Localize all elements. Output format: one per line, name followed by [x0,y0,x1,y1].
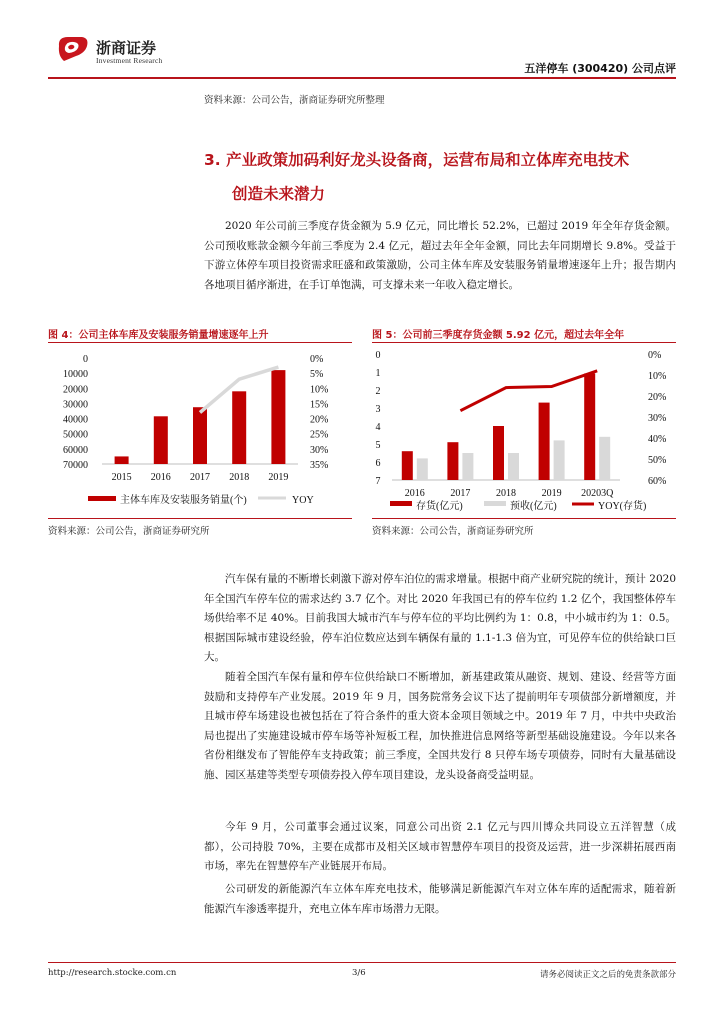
figure5-bar-prepaid [599,437,610,480]
footer-disclaimer: 请务必阅读正文之后的免责条款部分 [539,970,676,980]
figure4-left-tick: 0 [83,354,88,365]
figure4-left-tick: 60000 [63,444,88,456]
figure5-bar-prepaid [417,458,428,480]
logo [56,34,90,64]
figure5-left-tick: 1 [375,368,381,379]
figure4-chart [48,346,352,518]
paragraph-inventory: 2020 年公司前三季度存货金额为 5.9 亿元，同比增长 52.2%，已超过 2019 年全年存货金额。公司预收账款金额今年前三季度为 2.4 亿元，超过去年全年金额，同比去年同期增长 9.8%。受益于下游立体停车项目投资需求旺盛和政策激励，公司主体车库及安装服务销量增速逐年上升；报告期内各地项目循序渐进，在手订单饱满，可支撑未来一年收入稳定增长。 [204,220,676,291]
figure5-right-tick: 0% [648,350,662,361]
figure4-title-rule [48,342,352,343]
figure4-right-tick: 25% [310,429,329,441]
figure5-x-label: 2018 [496,488,516,499]
figure5-left-tick: 7 [375,476,381,487]
figure5-right-tick: 10% [648,371,667,382]
figure4-title: 图 4：公司主体车库及安装服务销量增速逐年上升 [48,330,269,341]
figure4-x-label: 2017 [190,472,210,483]
figure5-bar-prepaid [554,440,565,480]
figure5-left-tick: 6 [375,458,381,469]
figure4-right-tick: 10% [310,384,329,396]
report-title: 五洋停车 (300420) 公司点评 [524,62,676,75]
figure5-bar-inventory [447,442,458,480]
figure4-right-tick: 30% [310,444,329,456]
figure4-left-tick: 20000 [63,384,88,396]
figure4-legend-bar-swatch [88,496,116,501]
figure4-right-tick: 0% [310,354,324,365]
figure4-bar [193,407,207,464]
page-number: 3/6 [352,968,366,978]
figure4-bar [154,416,168,464]
figure5-bar-inventory [584,373,595,480]
figure4-x-label: 2015 [111,472,132,483]
figure4-right-tick: 20% [310,414,329,426]
figure5-right-tick: 30% [648,413,667,424]
paragraph-charging: 公司研发的新能源汽车立体车库充电技术，能够满足新能源汽车对立体车库的适配需求，随着新能源汽车渗透率提升，充电立体车库市场潜力无限。 [204,883,676,915]
figure5-yoy-line [460,371,597,411]
figure5-bar-inventory [402,451,413,480]
figure4-right-tick: 5% [310,369,324,381]
header-divider [48,77,676,79]
figure5-x-label: 2016 [404,488,425,499]
figure4-left-tick: 30000 [63,399,88,411]
figure4-x-label: 2018 [229,472,250,483]
figure5-bar-prepaid [508,453,519,480]
figure5-left-tick: 5 [375,440,381,451]
figure5-right-tick: 20% [648,392,667,403]
section-title-line2: 创造未来潜力 [232,185,326,203]
figure5-legend-yoy-label: YOY(存货) [598,501,647,512]
figure5-left-tick: 2 [375,386,381,397]
figure5-bar-inventory [493,426,504,480]
figure4-legend-bar-label: 主体车库及安装服务销量(个) [120,495,247,506]
figure4-right-tick: 15% [310,399,329,411]
figure4-source: 资料来源：公司公告，浙商证券研究所 [48,526,210,537]
figure4-left-tick: 70000 [63,460,88,471]
figure5-bar-inventory [539,403,550,480]
logo-mark-icon [56,34,90,64]
figure4-right-tick: 35% [310,460,329,471]
logo-subtitle: Investment Research [96,56,163,65]
paragraph-parking-gap: 汽车保有量的不断增长刺激下游对停车泊位的需求增量。根据中商产业研究院的统计，预计 2020 年全国汽车停车位的需求达约 3.7 亿个。对比 2020 年我国已有的停车位约 1.2 亿个，我国整体停车场供给率不足 40%。目前我国大城市汽车与停车位的平均比例约为 1：0.8，中小城市约为 1：0.5。根据国际城市建设经验，停车泊位数应达到车辆保有量的 1.1-1.3 倍为宜，可见停车位的供给缺口巨大。 [204,573,676,663]
figure4-x-label: 2019 [268,472,289,483]
footer-divider [48,962,676,963]
figure4-x-label: 2016 [150,472,171,483]
figure4-legend-line-label: YOY [292,495,314,506]
figure5-bottom-rule [372,518,676,519]
figure5-right-tick: 60% [648,476,667,487]
section-title-line1: 3. 产业政策加码利好龙头设备商，运营布局和立体库充电技术 [204,151,630,169]
figure5-legend-inv-label: 存货(亿元) [416,501,463,512]
figure5-x-label: 2019 [541,488,562,499]
figure5-x-label: 20203Q [581,488,614,499]
figure5-legend-inv-swatch [390,501,412,506]
figure5-source: 资料来源：公司公告，浙商证券研究所 [372,526,534,537]
top-source-note: 资料来源：公司公告，浙商证券研究所整理 [204,95,385,106]
figure5-title-rule [372,342,676,343]
figure5-left-tick: 0 [375,350,381,361]
figure5-right-tick: 50% [648,455,667,466]
figure5-left-tick: 3 [375,404,381,415]
figure4-bar [271,370,285,464]
paragraph-policy: 随着全国汽车保有量和停车位供给缺口不断增加，新基建政策从融资、规划、建设、经营等方面鼓励和支持停车产业发展。2019 年 9 月，国务院常务会议下达了提前明年专项债部分新增额度，并且城市停车场建设也被包括在了符合条件的重大资本金项目领域之中。2019 年 7 月，中共中央政治局也提出了实施建设城市停车场等补短板工程，加快推进信息网络等新型基础设施建设。今年以来各省份相继发布了智能停车支持政策；前三季度，全国共发行 8 只停车场专项债券，同时有大量基础设施、园区基建等类型专项债券投入停车项目建设，龙头设备商受益明显。 [204,671,676,781]
figure4-bar [115,456,129,464]
figure5-title: 图 5：公司前三季度存货金额 5.92 亿元，超过去年全年 [372,330,625,341]
footer-url[interactable]: http://research.stocke.com.cn [48,968,177,978]
figure5-right-tick: 40% [648,434,667,445]
figure5-bar-prepaid [462,453,473,480]
figure5-legend-pre-label: 预收(亿元) [510,501,557,512]
figure4-left-tick: 50000 [63,429,88,441]
figure5-chart [372,346,676,518]
figure4-left-tick: 10000 [63,369,88,381]
figure4-left-tick: 40000 [63,414,88,426]
figure4-bar [232,391,246,464]
paragraph-chengdu: 今年 9 月，公司董事会通过议案，同意公司出资 2.1 亿元与四川博众共同设立五洋智慧（成都），公司持股 70%，主要在成都市及相关区域市智慧停车项目的投资及运营，进一步深耕拓展西南市场，率先在智慧停车产业链展开布局。 [204,821,676,872]
figure4-bottom-rule [48,518,352,519]
figure5-x-label: 2017 [450,488,471,499]
logo-name: 浙商证券 [96,39,157,57]
figure5-left-tick: 4 [375,422,381,433]
figure5-legend-pre-swatch [484,501,506,506]
